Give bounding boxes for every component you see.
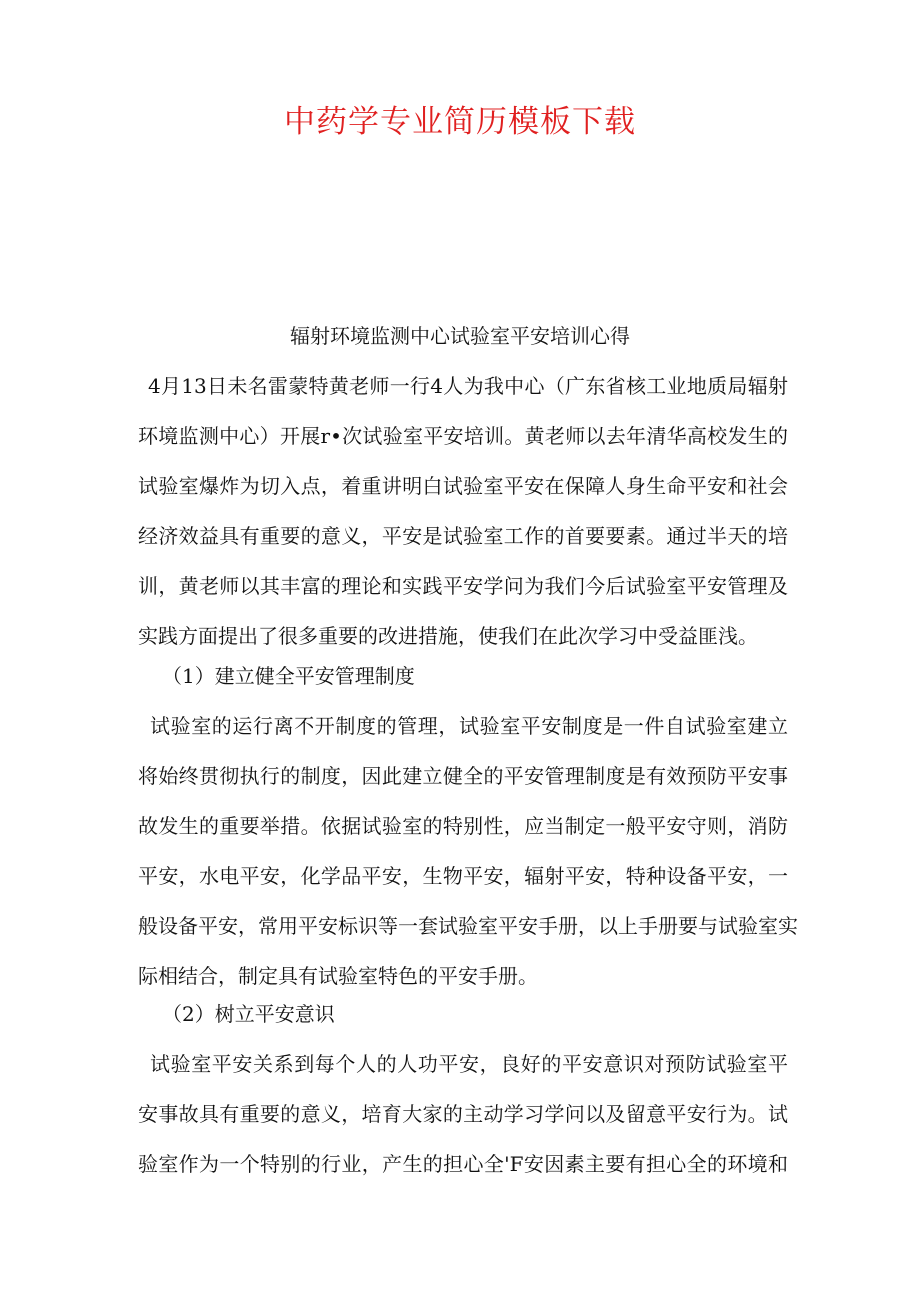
paragraph-line: 平安，水电平安，化学品平安，生物平安，辐射平安，特种设备平安，一	[138, 864, 788, 888]
paragraph-line: 般设备平安，常用平安标识等一套试验室平安手册，以上手册要与试验室实	[138, 914, 798, 938]
paragraph-line: 试验室的运行离不开制度的管理，试验室平安制度是一件自试验室建立	[150, 714, 788, 738]
paragraph-line: 试验室平安关系到每个人的人功平安，良好的平安意识对预防试验室平	[150, 1052, 788, 1076]
paragraph-line: 4月13日未名雷蒙特黄老师一行4人为我中心（广东省核工业地质局辐射	[148, 374, 788, 398]
section-heading-2: （2）树立平安意识	[162, 1002, 335, 1026]
document-title: 中药学专业简历模板下载	[284, 104, 636, 140]
paragraph-line: 际相结合，制定具有试验室特色的平安手册。	[138, 964, 538, 988]
paragraph-line: 验室作为一个特别的行业，产生的担心全'F安因素主要有担心全的环境和	[138, 1152, 788, 1176]
section-heading-1: （1）建立健全平安管理制度	[162, 664, 415, 688]
paragraph-line: 训，黄老师以其丰富的理论和实践平安学问为我们今后试验室平安管理及	[138, 574, 788, 598]
paragraph-line: 安事故具有重要的意义，培育大家的主动学习学问以及留意平安行为。试	[138, 1102, 788, 1126]
paragraph-line: 故发生的重要举措。依据试验室的特别性，应当制定一般平安守则，消防	[138, 814, 788, 838]
paragraph-line: 经济效益具有重要的意义，平安是试验室工作的首要要素。通过半天的培	[138, 524, 788, 548]
paragraph-line: 试验室爆炸为切入点，着重讲明白试验室平安在保障人身生命平安和社会	[138, 474, 788, 498]
paragraph-line: 环境监测中心）开展r•次试验室平安培训。黄老师以去年清华高校发生的	[138, 424, 788, 448]
paragraph-line: 将始终贯彻执行的制度，因此建立健全的平安管理制度是有效预防平安事	[138, 764, 788, 788]
paragraph-line: 实践方面提出了很多重要的改进措施，使我们在此次学习中受益匪浅。	[138, 624, 758, 648]
document-subtitle: 辐射环境监测中心试验室平安培训心得	[290, 324, 630, 348]
